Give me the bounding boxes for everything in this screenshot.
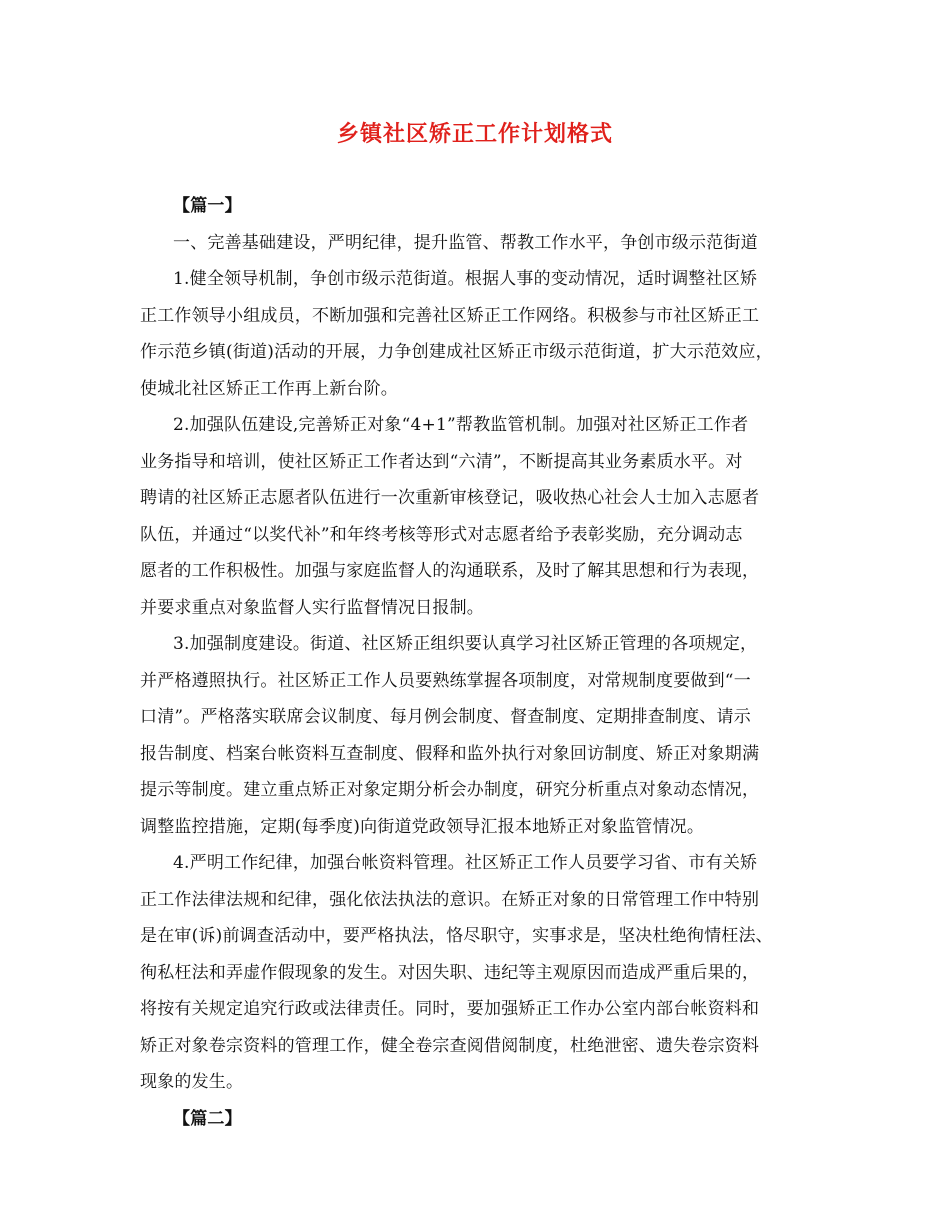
paragraph-line: 口清”。严格落实联席会议制度、每月例会制度、督查制度、定期排查制度、请示 [140, 707, 751, 727]
paragraph-line: 作示范乡镇(街道)活动的开展，力争创建成社区矫正市级示范街道，扩大示范效应， [140, 342, 773, 362]
section-heading: 【篇一】 [173, 196, 242, 216]
paragraph-line: 业务指导和培训，使社区矫正工作者达到“六清”，不断提高其业务素质水平。对 [140, 451, 743, 472]
paragraph-line: 1.健全领导机制，争创市级示范街道。根据人事的变动情况，适时调整社区矫 [173, 269, 758, 289]
paragraph-line: 正工作领导小组成员，不断加强和完善社区矫正工作网络。积极参与市社区矫正工 [140, 305, 760, 326]
paragraph-line: 现象的发生。 [140, 1072, 244, 1092]
paragraph-line: 4.严明工作纪律，加强台帐资料管理。社区矫正工作人员要学习省、市有关矫 [173, 853, 758, 873]
paragraph-line: 将按有关规定追究行政或法律责任。同时，要加强矫正工作办公室内部台帐资料和 [140, 999, 760, 1019]
paragraph-line: 3.加强制度建设。街道、社区矫正组织要认真学习社区矫正管理的各项规定， [173, 634, 758, 654]
paragraph-line: 并要求重点对象监督人实行监督情况日报制。 [140, 597, 484, 618]
paragraph-line: 正工作法律法规和纪律，强化依法执法的意识。在矫正对象的日常管理工作中特别 [140, 889, 760, 910]
paragraph-line: 矫正对象卷宗资料的管理工作，健全卷宗查阅借阅制度，杜绝泄密、遗失卷宗资料 [140, 1035, 760, 1056]
paragraph-line: 愿者的工作积极性。加强与家庭监督人的沟通联系，及时了解其思想和行为表现， [140, 561, 760, 581]
paragraph-line: 是在审(诉)前调查活动中，要严格执法，恪尽职守，实事求是，坚决杜绝徇情枉法、 [140, 926, 773, 946]
paragraph-line: 徇私枉法和弄虚作假现象的发生。对因失职、违纪等主观原因而造成严重后果的， [140, 962, 760, 983]
document-body [140, 188, 820, 1137]
section-heading: 【篇二】 [173, 1108, 242, 1129]
document-title: 乡镇社区矫正工作计划格式 [336, 121, 613, 147]
paragraph-line: 队伍，并通过“以奖代补”和年终考核等形式对志愿者给予表彰奖励，充分调动志 [140, 524, 743, 545]
paragraph-line: 并严格遵照执行。社区矫正工作人员要熟练掌握各项制度，对常规制度要做到“一 [140, 670, 751, 691]
paragraph-line: 调整监控措施，定期(每季度)向街道党政领导汇报本地矫正对象监管情况。 [140, 816, 705, 837]
paragraph-line: 提示等制度。建立重点矫正对象定期分析会办制度，研究分析重点对象动态情况， [140, 780, 760, 800]
paragraph-line: 2.加强队伍建设,完善矫正对象“4+1”帮教监管机制。加强对社区矫正工作者 [173, 415, 749, 435]
paragraph-heading: 一、完善基础建设，严明纪律，提升监管、帮教工作水平，争创市级示范街道 [173, 232, 758, 253]
paragraph-line: 报告制度、档案台帐资料互查制度、假释和监外执行对象回访制度、矫正对象期满 [140, 743, 760, 764]
paragraph-line: 使城北社区矫正工作再上新台阶。 [140, 378, 398, 399]
paragraph-line: 聘请的社区矫正志愿者队伍进行一次重新审核登记，吸收热心社会人士加入志愿者 [140, 488, 760, 508]
